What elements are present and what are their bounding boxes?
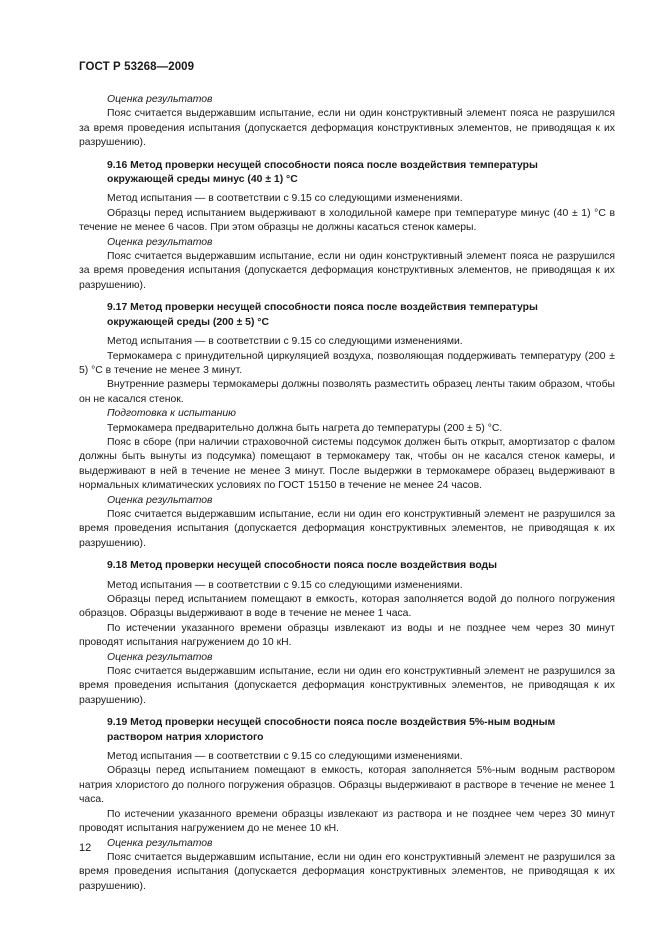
heading-line: раствором натрия хлористого (107, 731, 264, 743)
section-heading-9-17 (79, 301, 615, 330)
heading-line: 9.19 Метод проверки несущей способности пояса после воздействия 5%-ным водным (107, 717, 556, 729)
preparation-label: Подготовка к испытанию (107, 408, 236, 420)
paragraph: Образцы перед испытанием выдерживают в холодильной камере при температуре минус (40 ± 1) °С в течение не менее 6 часов. При этом образцы не должны касаться стенок камеры. (79, 207, 615, 234)
paragraph: Пояс считается выдержавшим испытание, если ни один его конструктивный элемент не разрушился за время проведения испытания (допускается деформация конструктивных элементов, не приводящая к их разрушению). (79, 851, 615, 892)
result-label: Оценка результатов (107, 236, 213, 248)
section-heading-9-19 (79, 716, 615, 745)
heading-line: окружающей среды (200 ± 5) °С (107, 316, 269, 328)
paragraph: По истечении указанного времени образцы извлекают из воды и не позднее чем через 30 минут проводят испытания нагружением до 10 кН. (79, 622, 615, 649)
result-label: Оценка результатов (107, 651, 213, 663)
document-body (79, 93, 615, 894)
paragraph: Внутренние размеры термокамеры должны позволять разместить образец ленты таким образом, чтобы он не касался стенок. (79, 379, 615, 405)
heading-line: окружающей среды минус (40 ± 1) °С (107, 174, 298, 186)
paragraph: По истечении указанного времени образцы извлекают из раствора и не позднее чем через 30 минут проводят испытания нагружением до не менее 10 кН. (79, 808, 615, 835)
heading-line: 9.17 Метод проверки несущей способности пояса после воздействия температуры (107, 302, 538, 314)
paragraph: Пояс считается выдержавшим испытание, если ни один конструктивный элемент пояса не разрушился за время проведения испытания (допускается деформация конструктивных элементов, не приводящая к их разрушению). (79, 251, 615, 291)
paragraph: Метод испытания — в соответствии с 9.15 со следующими изменениями. (107, 579, 463, 591)
paragraph: Термокамера с принудительной циркуляцией воздуха, позволяющая поддерживать температуру (200 ± 5) °С в течение не менее 3 минут. (79, 350, 615, 376)
heading-line: 9.18 Метод проверки несущей способности пояса после воздействия воды (107, 560, 498, 572)
paragraph: Пояс считается выдержавшим испытание, если ни один конструктивный элемент пояса не разрушился за время проведения испытания (допускается деформация конструктивных элементов, не приводящая к их разрушению). (79, 108, 615, 149)
result-label: Оценка результатов (107, 494, 213, 506)
paragraph: Метод испытания — в соответствии с 9.15 со следующими изменениями. (107, 336, 463, 348)
result-label: Оценка результатов (107, 94, 213, 105)
section-heading-9-16 (79, 159, 615, 188)
heading-line: 9.16 Метод проверки несущей способности пояса после воздействия температуры (107, 159, 538, 171)
page-number: 12 (79, 842, 92, 854)
paragraph: Пояс считается выдержавшим испытание, если ни один его конструктивный элемент не разрушился за время проведения испытания (допускается деформация конструктивных элементов, не приводящая к их разрушению). (79, 508, 615, 549)
result-label: Оценка результатов (107, 837, 213, 849)
document-header: ГОСТ Р 53268—2009 (79, 61, 195, 73)
paragraph: Метод испытания — в соответствии с 9.15 со следующими изменениями. (107, 193, 463, 205)
paragraph: Метод испытания — в соответствии с 9.15 со следующими изменениями. (107, 751, 463, 763)
section-heading-9-18 (79, 559, 615, 573)
paragraph: Термокамера предварительно должна быть нагрета до температуры (200 ± 5) °С. (107, 422, 503, 434)
paragraph: Пояс в сборе (при наличии страховочной системы подсумок должен быть открыт, амортизатор с фалом должны быть вынуты из подсумка) помещают в термокамеру так, чтобы он не касался стенок камеры, и выдерживают в ней в течение не менее 3 минут. После выдержки в термокамере образец выдерживают в нормальных климатических условиях по ГОСТ 15150 в течение не менее 24 часов. (79, 436, 615, 492)
paragraph: Пояс считается выдержавшим испытание, если ни один его конструктивный элемент не разрушился за время проведения испытания (допускается деформация конструктивных элементов, не приводящая к их разрушению). (79, 666, 615, 706)
paragraph: Образцы перед испытанием помещают в емкость, которая заполняется водой до полного погружения образцов. Образцы выдерживают в воде в течение не менее 1 часа. (79, 594, 615, 620)
paragraph: Образцы перед испытанием помещают в емкость, которая заполняется 5%-ным водным раствором натрия хлористого до полного погружения образцов. Образцы выдерживают в растворе в течение не менее 1 часа. (79, 765, 615, 806)
